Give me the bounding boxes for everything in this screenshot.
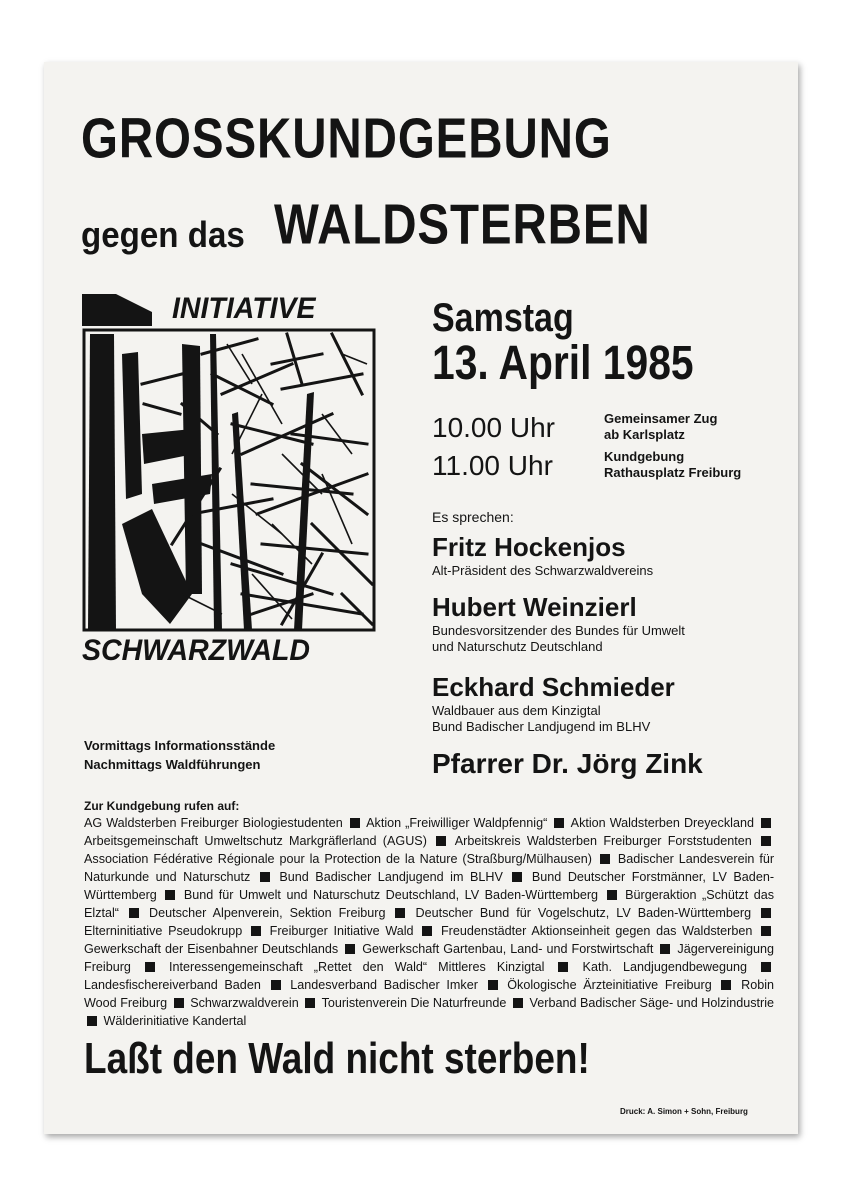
separator-square [761,908,771,918]
separator-square [165,890,175,900]
organization-name: Ökologische Ärzteinitiative Freiburg [507,978,712,992]
speaker-desc: und Naturschutz Deutschland [432,639,603,654]
speaker-name: Fritz Hockenjos [432,532,626,562]
separator-square [488,980,498,990]
schedule-note [604,411,717,443]
schedule-note-line2: ab Karlsplatz [604,427,685,442]
separator-square [761,926,771,936]
separator-square [350,818,360,828]
separator-square [512,872,522,882]
organization-name: Arbeitskreis Waldsterben Freiburger Forststudenten [454,834,752,848]
organization-name: Aktion Waldsterben Dreyeckland [570,816,754,830]
speaker [432,532,653,579]
organization-name: Bürgeraktion „Schützt das Elztal“ [84,888,775,920]
separator-square [395,908,405,918]
organization-name: Landesfischereiverband Baden [84,978,261,992]
schedule-item [432,450,553,482]
slogan: Laßt den Wald nicht sterben! [84,1034,590,1083]
speaker-name: Pfarrer Dr. Jörg Zink [432,748,703,779]
poster-subtitle-small: gegen das [81,214,245,255]
logo-top-text: INITIATIVE [172,292,316,325]
separator-square [251,926,261,936]
speaker-desc: Waldbauer aus dem Kinzigtal [432,703,601,718]
schedule-note-line1: Gemeinsamer Zug [604,411,718,426]
organization-name: Arbeitsgemeinschaft Umweltschutz Markgräflerland (AGUS) [84,834,427,848]
organization-name: Badischer Landesverein für Naturkunde und Naturschutz [84,852,775,884]
poster [44,62,798,1134]
organization-name: Association Fédérative Régionale pour la Protection de la Nature (Straßburg/Mülhausen) [84,852,592,866]
organization-name: Freudenstädter Aktionseinheit gegen das Waldsterben [440,924,753,938]
poster-title: GROSSKUNDGEBUNG [81,107,612,171]
organization-name: Touristenverein Die Naturfreunde [321,996,507,1010]
organization-name: Bund für Umwelt und Naturschutz Deutschland, LV Baden-Württemberg [183,888,599,902]
initiative-schwarzwald-logo [82,294,382,672]
speaker-name: Eckhard Schmieder [432,672,675,702]
organization-name: Robin Wood Freiburg [84,978,775,1010]
speaker [432,672,675,735]
call-label: Zur Kundgebung rufen auf: [84,799,240,813]
schedule-time: 10.00 Uhr [432,412,555,443]
separator-square [761,818,771,828]
logo-bottom-text: SCHWARZWALD [82,634,310,667]
separator-square [554,818,564,828]
speaker [432,592,685,655]
organization-name: Schwarzwaldverein [190,996,299,1010]
separator-square [305,998,315,1008]
separator-square [129,908,139,918]
speaker-desc: Bundesvorsitzender des Bundes für Umwelt [432,623,685,638]
info-line: Nachmittags Waldführungen [84,757,261,772]
separator-square [436,836,446,846]
separator-square [271,980,281,990]
separator-square [558,962,568,972]
separator-square [513,998,523,1008]
organization-name: Freiburger Initiative Wald [269,924,414,938]
organization-name: Interessengemeinschaft „Rettet den Wald“ Mittleres Kinzigtal [169,960,545,974]
organization-name: Aktion „Freiwilliger Waldpfennig“ [366,816,548,830]
speakers-label: Es sprechen: [432,509,514,525]
organization-name: Wälderinitiative Kandertal [103,1014,247,1028]
organization-name: Elterninitiative Pseudokrupp [84,924,243,938]
schedule-note-line1: Kundgebung [604,449,685,464]
organizations-list [84,814,774,1030]
organization-name: Deutscher Alpenverein, Sektion Freiburg [148,906,386,920]
organization-name: Bund Deutscher Forstmänner, LV Baden-Württemberg [84,870,775,902]
speaker-desc: Bund Badischer Landjugend im BLHV [432,719,651,734]
speaker [432,748,703,780]
dead-forest-illustration [82,294,382,672]
speaker-name: Hubert Weinzierl [432,592,637,622]
separator-square [761,962,771,972]
printer-credit: Druck: A. Simon + Sohn, Freiburg [620,1107,748,1116]
info-line: Vormittags Informationsstände [84,738,276,753]
schedule-note-line2: Rathausplatz Freiburg [604,465,742,480]
separator-square [422,926,432,936]
organization-name: Kath. Landjugendbewegung [582,960,747,974]
separator-square [174,998,184,1008]
info-text [84,736,275,774]
organization-name: Deutscher Bund für Vogelschutz, LV Baden-Württemberg [415,906,752,920]
schedule-time: 11.00 Uhr [432,450,553,481]
separator-square [145,962,155,972]
organization-name: Jägervereinigung Freiburg [84,942,775,974]
organization-name: Gewerkschaft der Eisenbahner Deutschlands [84,942,339,956]
separator-square [260,872,270,882]
separator-square [721,980,731,990]
event-day: Samstag [432,296,574,340]
separator-square [600,854,610,864]
speaker-desc: Alt-Präsident des Schwarzwaldvereins [432,563,654,578]
separator-square [660,944,670,954]
poster-subtitle-large: WALDSTERBEN [274,193,651,257]
separator-square [607,890,617,900]
separator-square [761,836,771,846]
separator-square [345,944,355,954]
separator-square [87,1016,97,1026]
organization-name: AG Waldsterben Freiburger Biologiestudenten [84,816,343,830]
organization-name: Landesverband Badischer Imker [290,978,478,992]
event-date: 13. April 1985 [432,337,694,390]
schedule-item [432,412,555,444]
schedule-note [604,449,741,481]
organization-name: Bund Badischer Landjugend im BLHV [279,870,503,884]
organization-name: Verband Badischer Säge- und Holzindustrie [529,996,775,1010]
organization-name: Gewerkschaft Gartenbau, Land- und Forstwirtschaft [362,942,654,956]
